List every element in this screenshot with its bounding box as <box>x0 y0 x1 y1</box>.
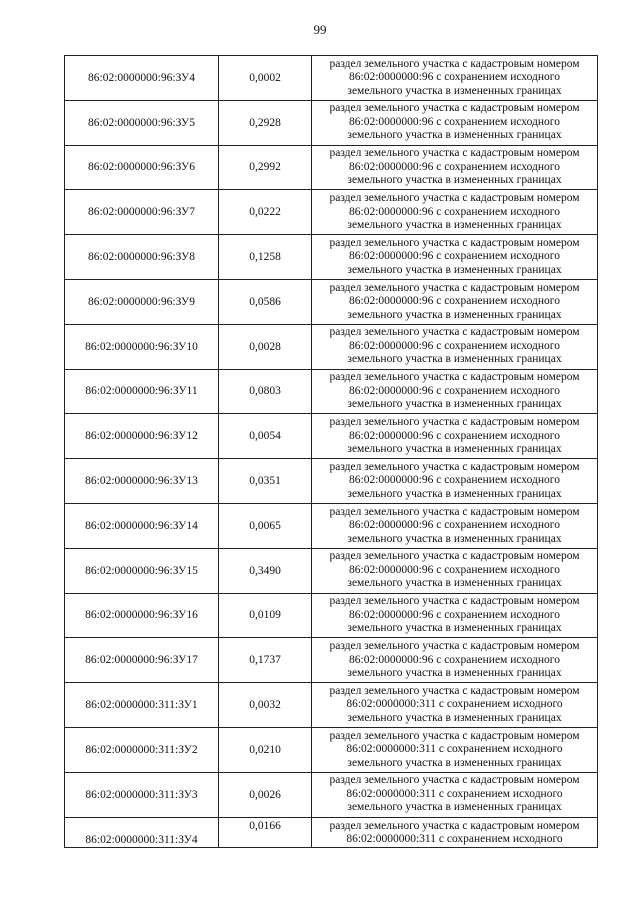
description-line: раздел земельного участка с кадастровым номером <box>329 550 580 563</box>
plot-number-cell: 86:02:0000000:311:ЗУ2 <box>65 727 219 772</box>
plot-description-cell <box>312 100 598 145</box>
plot-description-cell <box>312 279 598 324</box>
description-line: земельного участка в измененных границах <box>347 308 562 321</box>
plot-area-cell: 0,1737 <box>219 638 312 683</box>
plot-area-cell: 0,0803 <box>219 369 312 414</box>
plot-number-cell: 86:02:0000000:96:ЗУ9 <box>65 279 219 324</box>
description-line: раздел земельного участка с кадастровым номером <box>329 192 580 205</box>
description-line: земельного участка в измененных границах <box>347 801 562 814</box>
description-line: раздел земельного участка с кадастровым номером <box>329 640 580 652</box>
plot-number-cell: 86:02:0000000:311:ЗУ4 <box>65 817 219 847</box>
plot-description-cell <box>312 369 598 414</box>
plot-number-cell: 86:02:0000000:96:ЗУ17 <box>65 638 219 683</box>
description-line: раздел земельного участка с кадастровым номером <box>329 505 580 518</box>
plot-area-cell: 0,0054 <box>219 414 312 459</box>
description-line: земельного участка в измененных границах <box>347 443 562 456</box>
description-line: 86:02:0000000:96 с сохранением исходного <box>349 205 560 218</box>
table-row <box>65 100 598 145</box>
description-line: раздел земельного участка с кадастровым номером <box>329 147 580 160</box>
plot-area-cell: 0,0166 <box>219 817 312 847</box>
description-line: 86:02:0000000:96 с сохранением исходного <box>349 563 560 576</box>
table-row <box>65 369 598 414</box>
description-line: 86:02:0000000:96 с сохранением исходного <box>349 71 560 84</box>
plot-area-cell: 0,0109 <box>219 593 312 638</box>
description-line: земельного участка в измененных границах <box>347 756 562 769</box>
description-line: 86:02:0000000:96 с сохранением исходного <box>349 429 560 442</box>
plot-number-cell: 86:02:0000000:96:ЗУ5 <box>65 100 219 145</box>
plot-number-cell: 86:02:0000000:96:ЗУ15 <box>65 548 219 593</box>
description-line: земельного участка в измененных границах <box>347 174 562 187</box>
plot-area-cell: 0,0028 <box>219 324 312 369</box>
table-row <box>65 683 598 728</box>
description-line: раздел земельного участка с кадастровым номером <box>329 57 580 70</box>
table-row <box>65 235 598 280</box>
plot-area-cell: 0,3490 <box>219 548 312 593</box>
plot-description-cell <box>312 414 598 459</box>
description-line: 86:02:0000000:96 с сохранением исходного <box>349 295 560 308</box>
plot-number-cell: 86:02:0000000:96:ЗУ14 <box>65 503 219 548</box>
description-line: земельного участка в измененных границах <box>347 398 562 411</box>
plot-number-cell: 86:02:0000000:96:ЗУ13 <box>65 459 219 504</box>
plot-description-cell <box>312 324 598 369</box>
page-number: 99 <box>313 22 327 37</box>
description-line: раздел земельного участка с кадастровым номером <box>329 416 580 429</box>
description-line: раздел земельного участка с кадастровым номером <box>329 326 580 339</box>
plot-description-cell <box>312 235 598 280</box>
table-row <box>65 548 598 593</box>
description-line: раздел земельного участка с кадастровым номером <box>329 684 580 697</box>
description-line: 86:02:0000000:96 с сохранением исходного <box>349 653 560 666</box>
plot-description-cell <box>312 548 598 593</box>
plot-area-cell: 0,0002 <box>219 56 312 101</box>
table-row <box>65 414 598 459</box>
plot-description-cell <box>312 56 598 101</box>
plot-number-cell: 86:02:0000000:96:ЗУ7 <box>65 190 219 235</box>
plot-description-cell <box>312 593 598 638</box>
land-plot-table <box>64 55 598 848</box>
description-line: земельного участка в измененных границах <box>347 577 562 590</box>
description-line: 86:02:0000000:96 с сохранением исходного <box>349 384 560 397</box>
plot-description-cell <box>312 145 598 190</box>
plot-area-cell: 0,1258 <box>219 235 312 280</box>
description-line: раздел земельного участка с кадастровым номером <box>329 819 580 832</box>
table-row <box>65 145 598 190</box>
plot-number-cell: 86:02:0000000:96:ЗУ8 <box>65 235 219 280</box>
table-row <box>65 459 598 504</box>
description-line: раздел земельного участка с кадастровым номером <box>329 774 580 787</box>
plot-description-cell <box>312 638 598 683</box>
plot-area-cell: 0,2928 <box>219 100 312 145</box>
description-line: 86:02:0000000:96 с сохранением исходного <box>349 608 560 621</box>
plot-number-cell: 86:02:0000000:311:ЗУ3 <box>65 772 219 817</box>
plot-area-cell: 0,0032 <box>219 683 312 728</box>
description-line: 86:02:0000000:96 с сохранением исходного <box>349 474 560 487</box>
table-row <box>65 638 598 683</box>
description-line: раздел земельного участка с кадастровым номером <box>329 102 580 115</box>
description-line: земельного участка в измененных границах <box>347 129 562 142</box>
description-line: 86:02:0000000:96 с сохранением исходного <box>349 250 560 263</box>
plot-description-cell <box>312 503 598 548</box>
description-line: земельного участка в измененных границах <box>347 219 562 232</box>
table-row <box>65 190 598 235</box>
plot-number-cell: 86:02:0000000:96:ЗУ4 <box>65 56 219 101</box>
description-line: 86:02:0000000:311 с сохранением исходного <box>346 787 563 800</box>
plot-description-cell <box>312 772 598 817</box>
plot-area-cell: 0,2992 <box>219 145 312 190</box>
description-line: земельного участка в измененных границах <box>347 84 562 97</box>
description-line: раздел земельного участка с кадастровым номером <box>329 371 580 384</box>
description-line: 86:02:0000000:311 с сохранением исходного <box>346 833 563 846</box>
table-row <box>65 324 598 369</box>
table-row <box>65 56 598 101</box>
description-line: 86:02:0000000:96 с сохранением исходного <box>349 519 560 532</box>
table-row <box>65 279 598 324</box>
plot-area-cell: 0,0210 <box>219 727 312 772</box>
plot-description-cell <box>312 190 598 235</box>
description-line: земельного участка в измененных границах <box>347 711 562 724</box>
plot-area-cell: 0,0026 <box>219 772 312 817</box>
table-row <box>65 503 598 548</box>
description-line: земельного участка в измененных границах <box>347 487 562 500</box>
description-line: земельного участка в измененных границах <box>347 263 562 276</box>
table-body <box>65 56 598 848</box>
table-row <box>65 727 598 772</box>
description-line: земельного участка в измененных границах <box>347 353 562 366</box>
description-line: раздел земельного участка с кадастровым номером <box>329 236 580 249</box>
plot-description-cell <box>312 727 598 772</box>
description-line: земельного участка в измененных границах <box>347 622 562 635</box>
plot-number-cell: 86:02:0000000:96:ЗУ16 <box>65 593 219 638</box>
description-line: 86:02:0000000:96 с сохранением исходного <box>349 339 560 352</box>
plot-area-cell: 0,0065 <box>219 503 312 548</box>
plot-number-cell: 86:02:0000000:96:ЗУ10 <box>65 324 219 369</box>
table-row <box>65 593 598 638</box>
plot-area-cell: 0,0586 <box>219 279 312 324</box>
description-line: 86:02:0000000:96 с сохранением исходного <box>349 115 560 128</box>
description-line: 86:02:0000000:311 с сохранением исходного <box>346 698 563 711</box>
plot-area-cell: 0,0351 <box>219 459 312 504</box>
plot-description-cell <box>312 683 598 728</box>
description-line: земельного участка в измененных границах <box>347 532 562 545</box>
plot-area-cell: 0,0222 <box>219 190 312 235</box>
description-line: раздел земельного участка с кадастровым номером <box>329 729 580 742</box>
table-row <box>65 772 598 817</box>
description-line: раздел земельного участка с кадастровым номером <box>329 595 580 608</box>
description-line: раздел земельного участка с кадастровым номером <box>329 281 580 294</box>
plot-number-cell: 86:02:0000000:96:ЗУ6 <box>65 145 219 190</box>
plot-description-cell <box>312 459 598 504</box>
description-line: раздел земельного участка с кадастровым номером <box>329 460 580 473</box>
description-line: 86:02:0000000:311 с сохранением исходного <box>346 743 563 756</box>
description-line: 86:02:0000000:96 с сохранением исходного <box>349 160 560 173</box>
plot-number-cell: 86:02:0000000:311:ЗУ1 <box>65 683 219 728</box>
plot-description-cell <box>312 817 598 847</box>
plot-number-cell: 86:02:0000000:96:ЗУ12 <box>65 414 219 459</box>
plot-number-cell: 86:02:0000000:96:ЗУ11 <box>65 369 219 414</box>
table-row <box>65 817 598 847</box>
description-line: земельного участка в измененных границах <box>347 667 562 679</box>
